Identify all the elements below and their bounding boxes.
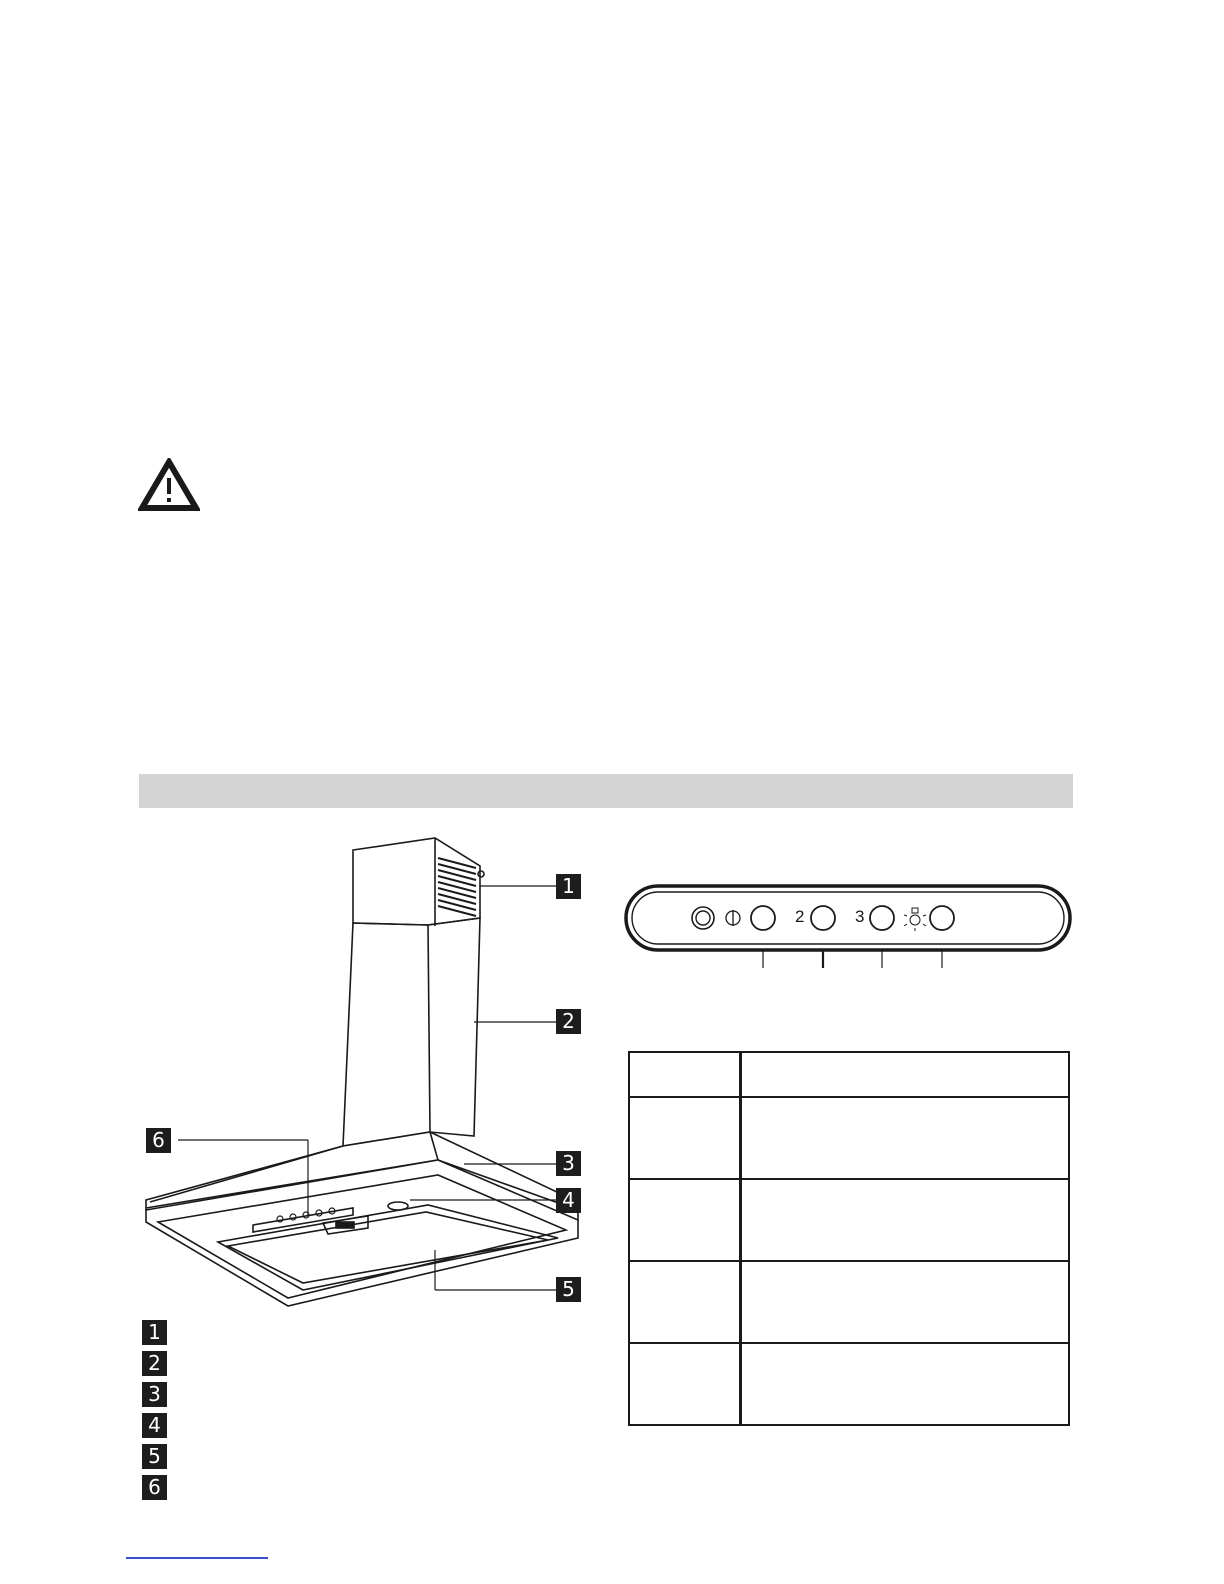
section-header-bar	[139, 774, 1073, 808]
callout-2: 2	[556, 1009, 581, 1034]
legend-badge-4: 4	[142, 1413, 167, 1438]
speed-2-label: 2	[795, 907, 805, 926]
table-row-divider	[630, 1096, 1068, 1098]
table-row-divider	[630, 1178, 1068, 1180]
power-icon	[726, 910, 740, 926]
speed-3-label: 3	[855, 907, 865, 926]
callout-3: 3	[556, 1151, 581, 1176]
power-button	[751, 906, 775, 930]
light-button	[930, 906, 954, 930]
speed-2-button	[811, 906, 835, 930]
callout-4: 4	[556, 1188, 581, 1213]
indicator-light-icon	[692, 907, 714, 929]
legend-badge-6: 6	[142, 1475, 167, 1500]
callout-6: 6	[146, 1128, 171, 1153]
table-row-divider	[630, 1260, 1068, 1262]
footer-link[interactable]	[126, 1557, 268, 1559]
table-row-divider	[630, 1342, 1068, 1344]
legend-badge-3: 3	[142, 1382, 167, 1407]
control-panel-illustration	[620, 878, 1080, 970]
warning-triangle-icon	[138, 458, 200, 512]
speed-3-button	[870, 906, 894, 930]
light-bulb-icon	[904, 908, 926, 931]
legend-badge-2: 2	[142, 1351, 167, 1376]
callout-1: 1	[556, 874, 581, 899]
range-hood-illustration	[138, 830, 588, 1320]
table-column-divider	[739, 1053, 742, 1424]
legend-badge-5: 5	[142, 1444, 167, 1469]
function-table	[628, 1051, 1070, 1426]
legend-badge-1: 1	[142, 1320, 167, 1345]
callout-5: 5	[556, 1277, 581, 1302]
